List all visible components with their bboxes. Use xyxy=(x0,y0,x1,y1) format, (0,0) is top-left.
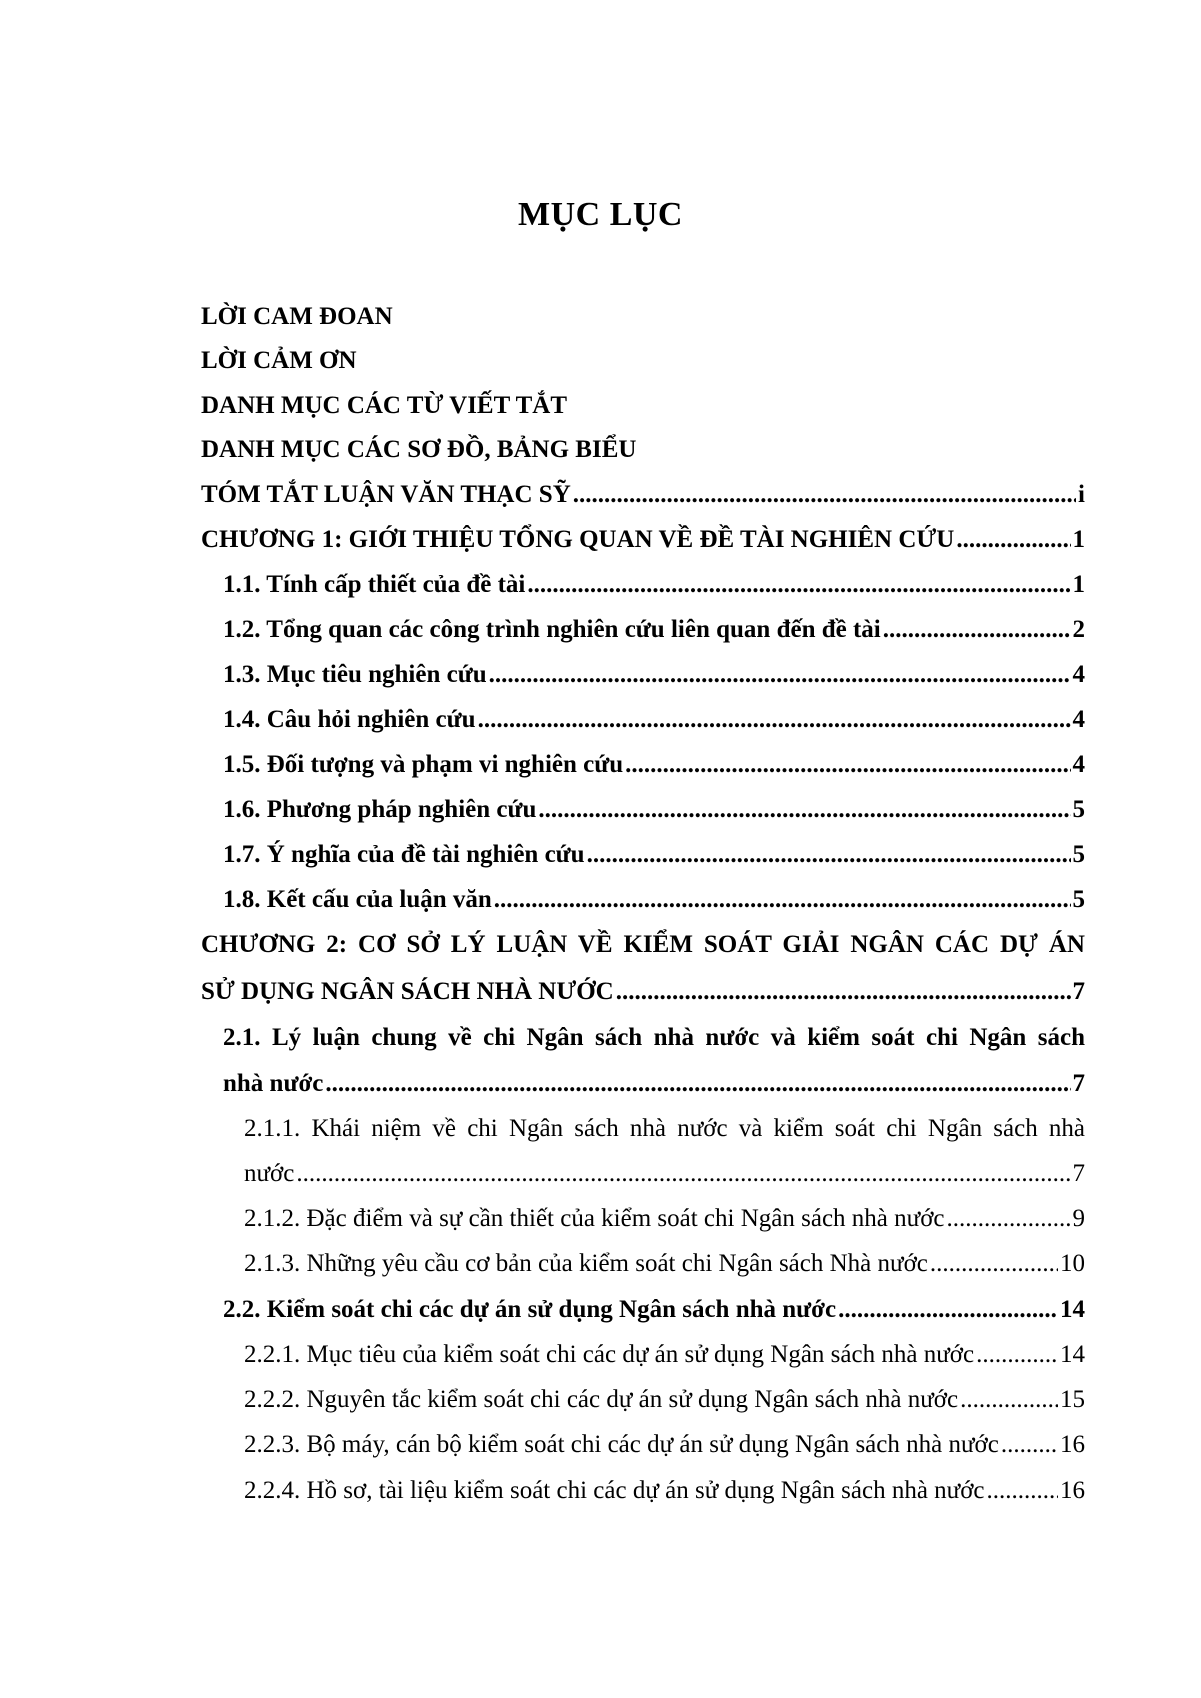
toc-entry-text: 1.6. Phương pháp nghiên cứu xyxy=(223,796,537,823)
toc-page-number: 14 xyxy=(1060,1341,1085,1368)
toc-entry-text: 2.2. Kiểm soát chi các dự án sử dụng Ngân sách nhà nước xyxy=(223,1296,837,1323)
toc-entry-1-7[interactable] xyxy=(223,837,1085,873)
toc-leader-dots xyxy=(494,882,1071,918)
toc-leader-dots xyxy=(947,1201,1071,1237)
toc-entry-figures-tables[interactable] xyxy=(201,432,1085,468)
toc-entry-text: 2.1.1. Khái niệm về chi Ngân sách nhà nước và kiểm soát chi Ngân sách nhà xyxy=(244,1115,1085,1142)
toc-page-number: 7 xyxy=(1072,1160,1085,1187)
toc-entry-1-8[interactable] xyxy=(223,882,1085,918)
toc-entry-abbreviations[interactable] xyxy=(201,388,1085,424)
toc-leader-dots xyxy=(960,1382,1058,1418)
toc-entry-text: 1.7. Ý nghĩa của đề tài nghiên cứu xyxy=(223,841,585,868)
toc-entry-1-3[interactable] xyxy=(223,657,1085,693)
toc-leader-dots xyxy=(616,974,1071,1010)
toc-page-number: 1 xyxy=(1072,526,1085,553)
toc-page-number: 5 xyxy=(1072,841,1085,868)
toc-entry-text: nước xyxy=(244,1160,295,1187)
toc-entry-2-1-2[interactable] xyxy=(244,1201,1085,1237)
toc-leader-dots xyxy=(587,837,1071,873)
page-title: MỤC LỤC xyxy=(518,196,683,233)
toc-page-number: 4 xyxy=(1072,706,1085,733)
toc-entry-chapter-1[interactable] xyxy=(201,522,1085,558)
toc-leader-dots xyxy=(987,1473,1058,1509)
toc-entry-1-1[interactable] xyxy=(223,567,1085,603)
toc-entry-text: 1.8. Kết cấu của luận văn xyxy=(223,886,492,913)
toc-entry-text: CHƯƠNG 2: CƠ SỞ LÝ LUẬN VỀ KIỂM SOÁT GIẢI NGÂN CÁC DỰ ÁN xyxy=(201,931,1085,958)
toc-entry-text: 2.1. Lý luận chung về chi Ngân sách nhà nước và kiểm soát chi Ngân sách xyxy=(223,1024,1085,1051)
toc-leader-dots xyxy=(573,477,1076,513)
toc-entry-2-1-1-line2[interactable] xyxy=(244,1156,1085,1192)
toc-page-number: 15 xyxy=(1060,1386,1085,1413)
toc-leader-dots xyxy=(883,612,1071,648)
toc-entry-text: 2.2.4. Hồ sơ, tài liệu kiểm soát chi các dự án sử dụng Ngân sách nhà nước xyxy=(244,1477,985,1504)
toc-page-number: 16 xyxy=(1060,1477,1085,1504)
toc-entry-chapter-2-line1[interactable] xyxy=(201,927,1085,963)
toc-entry-text: 1.3. Mục tiêu nghiên cứu xyxy=(223,661,487,688)
toc-entry-thesis-summary[interactable] xyxy=(201,477,1085,513)
toc-entry-chapter-2-line2[interactable] xyxy=(201,974,1085,1010)
toc-entry-text: CHƯƠNG 1: GIỚI THIỆU TỔNG QUAN VỀ ĐỀ TÀI NGHIÊN CỨU xyxy=(201,526,955,553)
toc-entry-2-1-1-line1[interactable] xyxy=(244,1111,1085,1147)
toc-leader-dots xyxy=(625,747,1070,783)
toc-page-number: 5 xyxy=(1072,886,1085,913)
toc-entry-text: LỜI CAM ĐOAN xyxy=(201,303,393,330)
toc-entry-text: SỬ DỤNG NGÂN SÁCH NHÀ NƯỚC xyxy=(201,978,614,1005)
toc-entry-text: 1.1. Tính cấp thiết của đề tài xyxy=(223,571,526,598)
toc-leader-dots xyxy=(956,522,1070,558)
toc-leader-dots xyxy=(976,1337,1058,1373)
toc-page-number: 16 xyxy=(1060,1431,1085,1458)
toc-entry-text: 2.2.3. Bộ máy, cán bộ kiểm soát chi các dự án sử dụng Ngân sách nhà nước xyxy=(244,1431,999,1458)
toc-entry-text: 1.4. Câu hỏi nghiên cứu xyxy=(223,706,476,733)
toc-entry-1-4[interactable] xyxy=(223,702,1085,738)
toc-leader-dots xyxy=(930,1246,1058,1282)
toc-page-number: 4 xyxy=(1072,661,1085,688)
toc-leader-dots xyxy=(325,1066,1070,1102)
toc-page-number: 7 xyxy=(1072,1070,1085,1097)
toc-entry-text: 2.2.2. Nguyên tắc kiểm soát chi các dự án sử dụng Ngân sách nhà nước xyxy=(244,1386,959,1413)
toc-entry-1-6[interactable] xyxy=(223,792,1085,828)
toc-page-number: 9 xyxy=(1072,1205,1085,1232)
toc-entry-2-2-1[interactable] xyxy=(244,1337,1085,1373)
toc-page-number: 7 xyxy=(1072,978,1085,1005)
toc-entry-commitment[interactable] xyxy=(201,299,1085,335)
toc-entry-acknowledgement[interactable] xyxy=(201,343,1085,379)
toc-leader-dots xyxy=(538,792,1070,828)
toc-entry-2-1-line1[interactable] xyxy=(223,1020,1085,1056)
toc-entry-1-2[interactable] xyxy=(223,612,1085,648)
toc-page-number: 4 xyxy=(1072,751,1085,778)
toc-entry-text: 1.2. Tổng quan các công trình nghiên cứu liên quan đến đề tài xyxy=(223,616,881,643)
toc-page-number: 14 xyxy=(1060,1296,1085,1323)
toc-page-number: 5 xyxy=(1072,796,1085,823)
toc-entry-text: 2.1.3. Những yêu cầu cơ bản của kiểm soát chi Ngân sách Nhà nước xyxy=(244,1250,928,1277)
toc-entry-text: 2.2.1. Mục tiêu của kiểm soát chi các dự án sử dụng Ngân sách nhà nước xyxy=(244,1341,975,1368)
toc-entry-text: LỜI CẢM ƠN xyxy=(201,347,357,374)
toc-entry-2-2-4[interactable] xyxy=(244,1473,1085,1509)
toc-page-number: 10 xyxy=(1060,1250,1085,1277)
toc-leader-dots xyxy=(1001,1427,1058,1463)
toc-entry-text: 1.5. Đối tượng và phạm vi nghiên cứu xyxy=(223,751,624,778)
toc-leader-dots xyxy=(296,1156,1070,1192)
toc-leader-dots xyxy=(527,567,1070,603)
toc-entry-1-5[interactable] xyxy=(223,747,1085,783)
toc-leader-dots xyxy=(838,1292,1058,1328)
toc-leader-dots xyxy=(478,702,1071,738)
toc-entry-2-1-line2[interactable] xyxy=(223,1066,1085,1102)
toc-entry-text: DANH MỤC CÁC TỪ VIẾT TẮT xyxy=(201,392,568,419)
toc-entry-2-2[interactable] xyxy=(223,1292,1085,1328)
toc-page-number: i xyxy=(1078,481,1085,508)
toc-leader-dots xyxy=(489,657,1071,693)
toc-entry-text: DANH MỤC CÁC SƠ ĐỒ, BẢNG BIỂU xyxy=(201,436,637,463)
toc-entry-text: nhà nước xyxy=(223,1070,324,1097)
toc-entry-2-1-3[interactable] xyxy=(244,1246,1085,1282)
toc-entry-2-2-2[interactable] xyxy=(244,1382,1085,1418)
toc-entry-text: TÓM TẮT LUẬN VĂN THẠC SỸ xyxy=(201,481,571,508)
toc-page-number: 2 xyxy=(1072,616,1085,643)
toc-entry-2-2-3[interactable] xyxy=(244,1427,1085,1463)
toc-entry-text: 2.1.2. Đặc điểm và sự cần thiết của kiểm soát chi Ngân sách nhà nước xyxy=(244,1205,945,1232)
toc-page-number: 1 xyxy=(1072,571,1085,598)
